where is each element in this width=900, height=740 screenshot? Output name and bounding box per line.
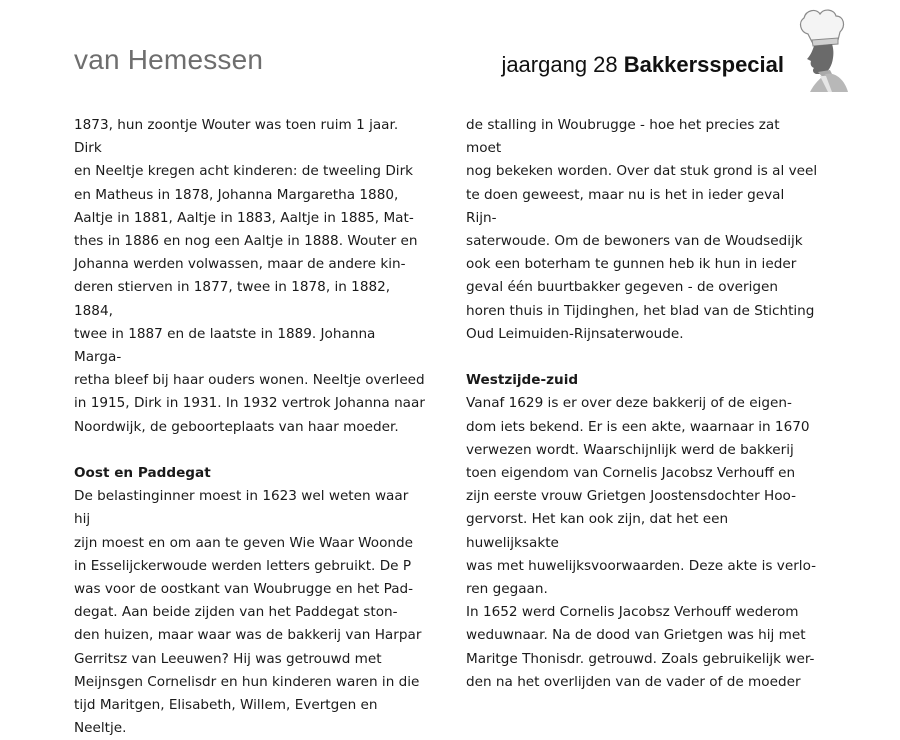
text-line: saterwoude. Om de bewoners van de Woudsedijk bbox=[466, 233, 803, 250]
paragraph-stalling bbox=[466, 114, 818, 346]
text-line: zijn eerste vrouw Grietgen Joostensdochter Hoo- bbox=[466, 488, 797, 505]
text-line: den na het overlijden van de vader of de moeder bbox=[466, 673, 801, 690]
section-heading-westzijde-zuid: Westzijde-zuid bbox=[466, 372, 579, 389]
text-line: verwezen wordt. Waarschijnlijk werd de bakkerij bbox=[466, 441, 794, 458]
page-header-author: van Hemessen bbox=[74, 44, 264, 75]
page-header-issue bbox=[501, 52, 784, 78]
chef-logo-icon bbox=[790, 6, 850, 92]
text-line: thes in 1886 en nog een Aaltje in 1888. Wouter en bbox=[74, 233, 418, 250]
text-line: was voor de oostkant van Woubrugge en het Pad- bbox=[74, 581, 414, 598]
paragraph-belastinginner bbox=[74, 485, 426, 740]
text-line: weduwnaar. Na de dood van Grietgen was hij met bbox=[466, 627, 806, 644]
text-line: Vanaf 1629 is er over deze bakkerij of de eigen- bbox=[466, 395, 792, 412]
text-line: nog bekeken worden. Over dat stuk grond is al veel bbox=[466, 163, 818, 180]
paragraph-1652 bbox=[466, 601, 818, 694]
text-line: dom iets bekend. Er is een akte, waarnaar in 1670 bbox=[466, 418, 810, 435]
text-line: in Esselijckerwoude werden letters gebruikt. De P bbox=[74, 557, 412, 574]
text-line: geval één buurtbakker gegeven - de overigen bbox=[466, 279, 778, 296]
text-line: den huizen, maar waar was de bakkerij van Harpar bbox=[74, 627, 422, 644]
text-line: Johanna werden volwassen, maar de andere kin- bbox=[74, 256, 406, 273]
text-line: In 1652 werd Cornelis Jacobsz Verhouff wederom bbox=[466, 604, 799, 621]
issue-title: Bakkersspecial bbox=[623, 52, 784, 77]
text-line: gervorst. Het kan ook zijn, dat het een huwelijksakte bbox=[466, 511, 729, 551]
text-line: zijn moest en om aan te geven Wie Waar Woonde bbox=[74, 534, 414, 551]
left-column bbox=[74, 114, 426, 740]
text-line: retha bleef bij haar ouders wonen. Neeltje overleed bbox=[74, 372, 425, 389]
text-line: horen thuis in Tijdinghen, het blad van de Stichting bbox=[466, 302, 815, 319]
issue-prefix: jaargang 28 bbox=[501, 52, 624, 77]
text-line: toen eigendom van Cornelis Jacobsz Verhouff en bbox=[466, 465, 796, 482]
text-line: deren stierven in 1877, twee in 1878, in 1882, 1884, bbox=[74, 279, 391, 319]
text-line: degat. Aan beide zijden van het Paddegat ston- bbox=[74, 604, 398, 621]
paragraph-family bbox=[74, 114, 426, 439]
right-column bbox=[466, 114, 818, 694]
text-line: 1873, hun zoontje Wouter was toen ruim 1 jaar. Dirk bbox=[74, 117, 399, 157]
text-line: Gerritsz van Leeuwen? Hij was getrouwd met bbox=[74, 650, 382, 667]
text-line: twee in 1887 en de laatste in 1889. Johanna Marga- bbox=[74, 325, 376, 366]
text-line: Meijnsgen Cornelisdr en hun kinderen waren in die bbox=[74, 673, 420, 690]
text-line: was met huwelijksvoorwaarden. Deze akte is verlo- bbox=[466, 557, 817, 574]
text-line: Noordwijk, de geboorteplaats van haar moeder. bbox=[74, 418, 399, 435]
section-heading-oost-paddegat: Oost en Paddegat bbox=[74, 465, 211, 482]
text-line: ook een boterham te gunnen heb ik hun in ieder bbox=[466, 256, 797, 273]
text-line: Oud Leimuiden-Rijnsaterwoude. bbox=[466, 325, 684, 342]
text-line: in 1915, Dirk in 1931. In 1932 vertrok Johanna naar bbox=[74, 395, 425, 412]
text-line: en Neeltje kregen acht kinderen: de tweeling Dirk bbox=[74, 163, 414, 180]
text-line: de stalling in Woubrugge - hoe het precies zat moet bbox=[466, 117, 780, 157]
text-line: Maritge Thonisdr. getrouwd. Zoals gebruikelijk wer- bbox=[466, 650, 815, 667]
text-line: ren gegaan. bbox=[466, 581, 548, 598]
text-line: te doen geweest, maar nu is het in ieder geval Rijn- bbox=[466, 186, 785, 226]
text-line: De belastinginner moest in 1623 wel weten waar hij bbox=[74, 488, 409, 528]
text-line: tijd Maritgen, Elisabeth, Willem, Evertgen en Neeltje. bbox=[74, 697, 378, 737]
text-line: Aaltje in 1881, Aaltje in 1883, Aaltje in 1885, Mat- bbox=[74, 209, 414, 226]
paragraph-vanaf-1629 bbox=[466, 392, 818, 601]
text-line: en Matheus in 1878, Johanna Margaretha 1880, bbox=[74, 186, 399, 203]
